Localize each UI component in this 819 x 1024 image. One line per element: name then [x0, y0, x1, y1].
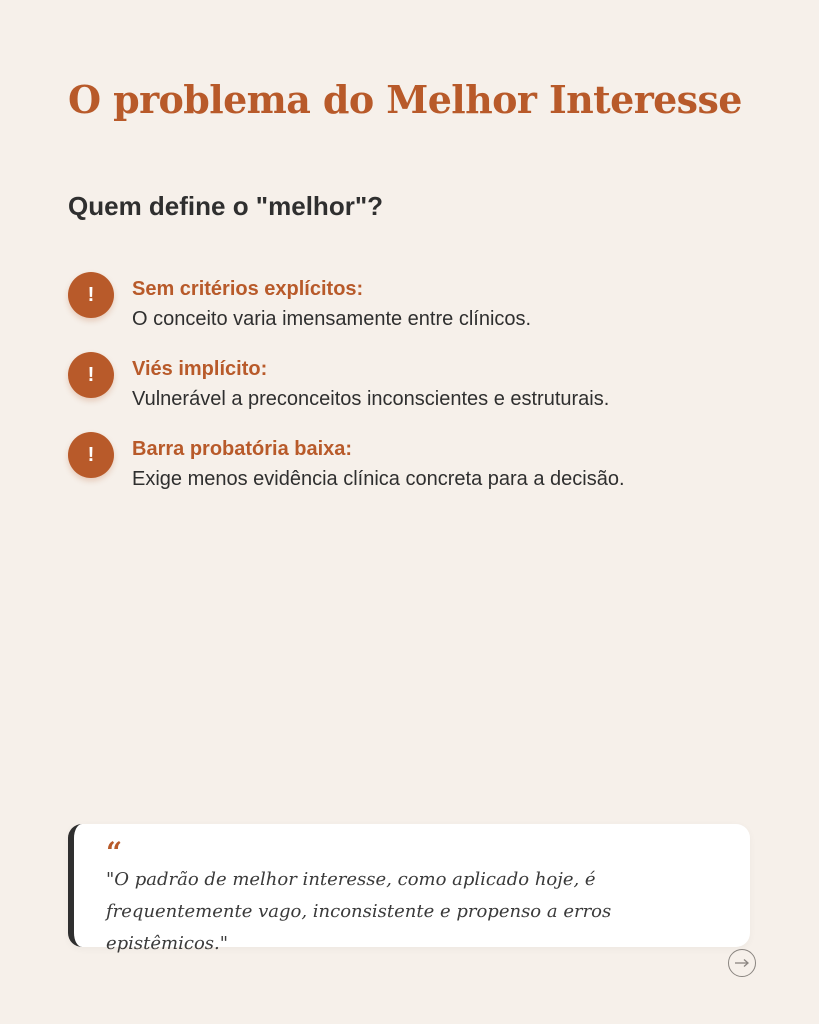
- item-title: Barra probatória baixa:: [132, 438, 353, 460]
- list-item: [68, 352, 768, 432]
- issue-list: [68, 272, 768, 512]
- list-item: [68, 432, 768, 512]
- item-description: Vulnerável a preconceitos inconscientes e estruturais.: [132, 388, 610, 410]
- item-title: Sem critérios explícitos:: [132, 278, 364, 300]
- exclamation-icon: !: [68, 272, 114, 318]
- item-description: O conceito varia imensamente entre clínicos.: [132, 308, 532, 330]
- page-subtitle: Quem define o "melhor"?: [68, 191, 384, 221]
- list-item: [68, 272, 768, 352]
- exclamation-icon: !: [68, 432, 114, 478]
- item-title: Viés implícito:: [132, 358, 268, 380]
- quote-mark-icon: “: [106, 836, 123, 869]
- item-description: Exige menos evidência clínica concreta para a decisão.: [132, 468, 625, 490]
- quote-text: "O padrão de melhor interesse, como aplicado hoje, é frequentemente vago, inconsistente e propenso a erros epistêmicos.": [106, 869, 612, 954]
- quote-card: [68, 824, 750, 954]
- next-button[interactable]: [728, 949, 756, 977]
- exclamation-icon: !: [68, 352, 114, 398]
- page-title: O problema do Melhor Interesse: [68, 77, 742, 122]
- arrow-right-icon: [734, 957, 750, 969]
